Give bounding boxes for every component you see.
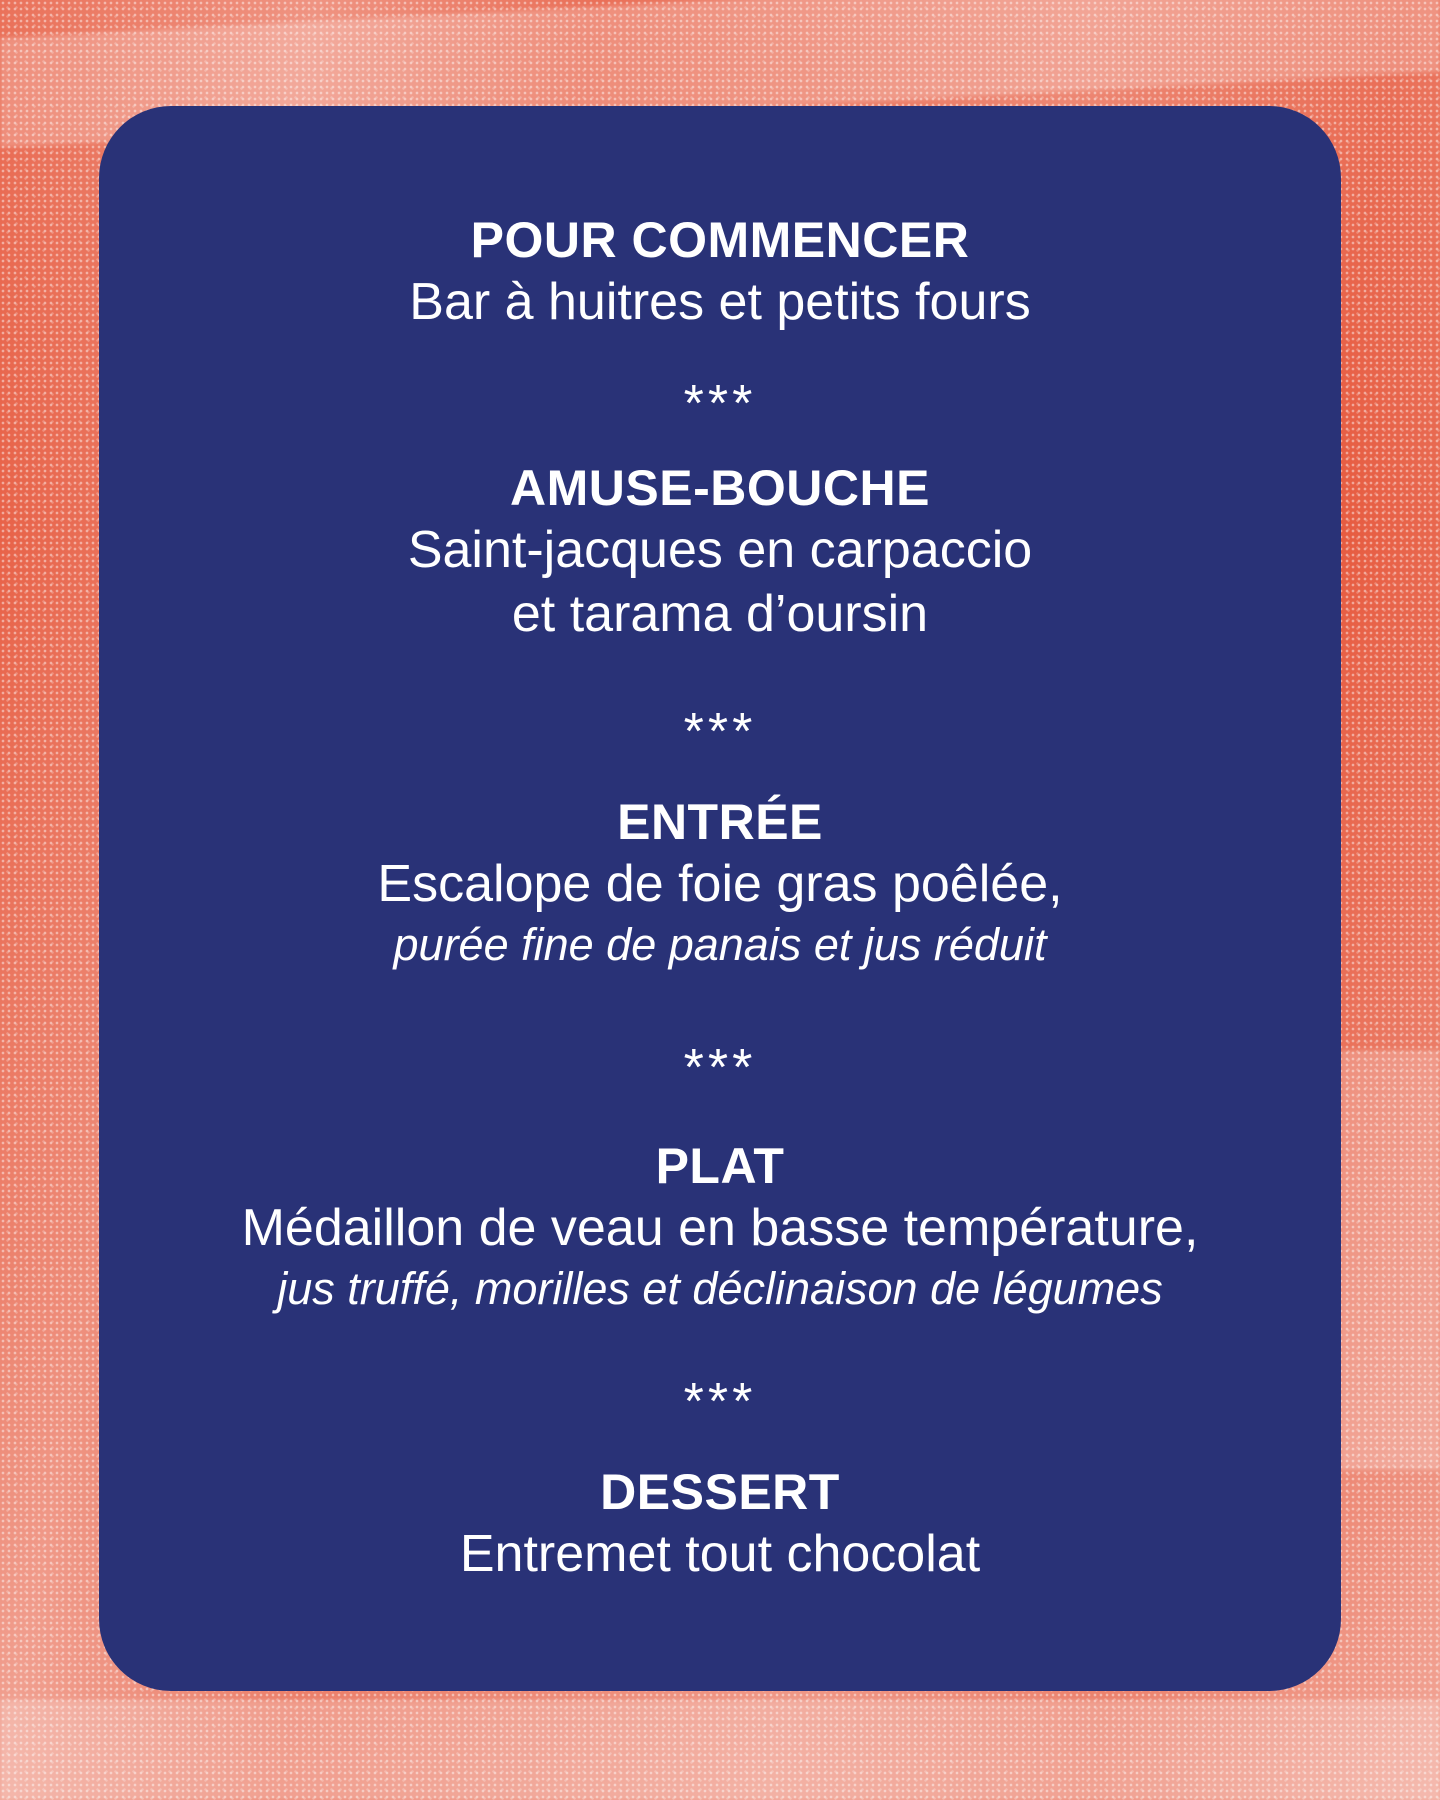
- section-title: DESSERT: [600, 1464, 840, 1520]
- dish-line: Médaillon de veau en basse température,: [241, 1199, 1199, 1257]
- dish-line: Entremet tout chocolat: [459, 1525, 981, 1583]
- menu-card: [99, 106, 1341, 1691]
- section-pour-commencer: [99, 210, 1341, 334]
- dish-line: Bar à huitres et petits fours: [409, 273, 1031, 331]
- background-texture: [1340, 1050, 1440, 1470]
- separator: ***: [683, 1039, 757, 1097]
- dish-line: Escalope de foie gras poêlée,: [377, 855, 1063, 913]
- dish-description: purée fine de panais et jus réduit: [393, 919, 1047, 970]
- separator: ***: [683, 1373, 757, 1431]
- section-title: PLAT: [655, 1138, 785, 1194]
- dish-line: et tarama d’oursin: [511, 585, 929, 643]
- dish-line: Saint-jacques en carpaccio: [407, 521, 1033, 579]
- section-plat: [99, 1136, 1341, 1318]
- separator: ***: [683, 703, 757, 761]
- dish-description: jus truffé, morilles et déclinaison de légumes: [277, 1263, 1163, 1314]
- separator: ***: [683, 375, 757, 433]
- section-dessert: [99, 1462, 1341, 1586]
- section-title: AMUSE-BOUCHE: [510, 460, 930, 516]
- section-amuse-bouche: [99, 458, 1341, 646]
- section-entree: [99, 792, 1341, 974]
- section-title: ENTRÉE: [617, 794, 823, 850]
- background-texture: [0, 1700, 1440, 1800]
- section-title: POUR COMMENCER: [470, 212, 970, 268]
